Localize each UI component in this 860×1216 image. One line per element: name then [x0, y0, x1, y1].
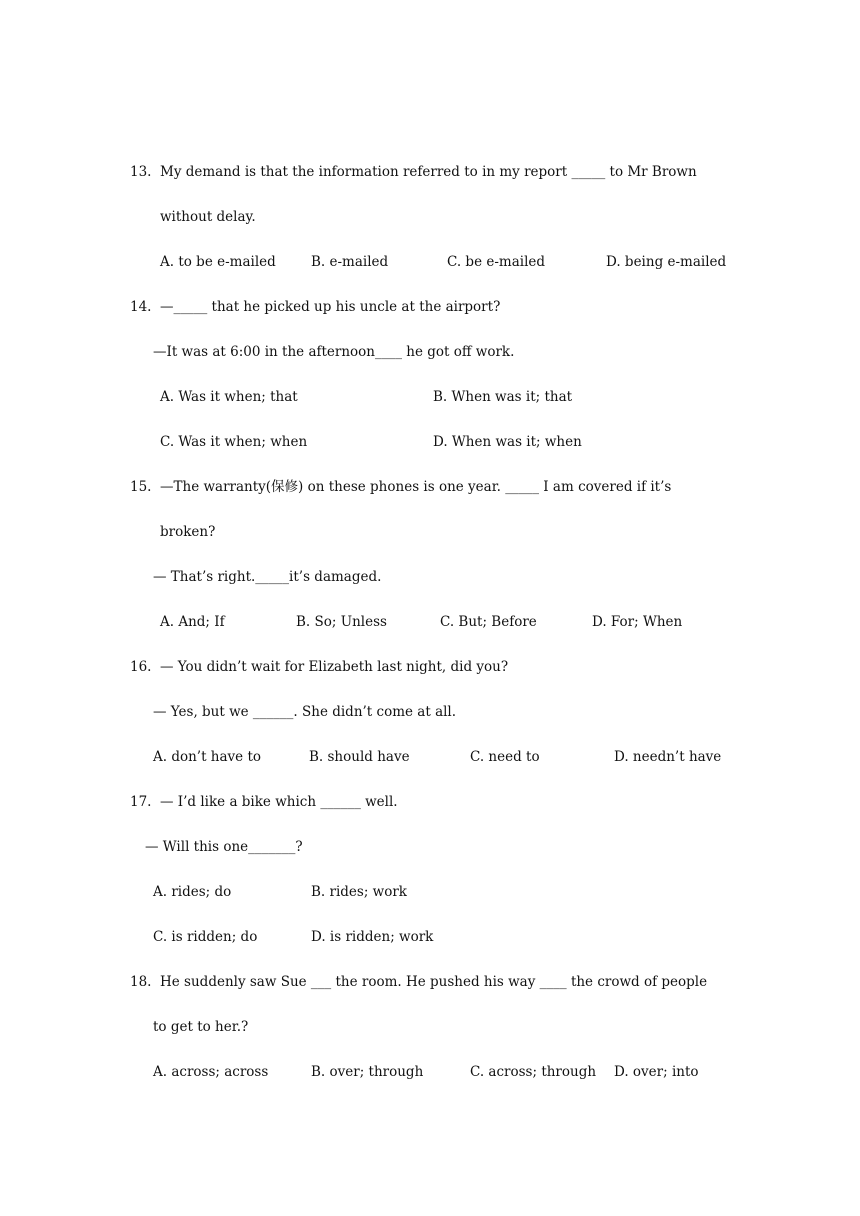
option-c: C. need to — [470, 749, 540, 765]
question-stem-line: — That’s right._____it’s damaged. — [153, 569, 382, 585]
option-d: D. needn’t have — [614, 749, 722, 765]
question-number: 15. — [130, 479, 152, 495]
question-number: 16. — [130, 659, 152, 675]
option-d: D. For; When — [592, 614, 683, 630]
question-number: 13. — [130, 164, 152, 180]
option-a: A. Was it when; that — [160, 389, 298, 405]
question-stem-line: My demand is that the information referred to in my report _____ to Mr Brown — [160, 164, 697, 180]
option-a: A. And; If — [160, 614, 225, 630]
option-d: D. is ridden; work — [311, 929, 434, 945]
option-c: C. across; through — [470, 1064, 597, 1080]
option-b: B. over; through — [311, 1064, 424, 1080]
option-a: A. don’t have to — [153, 749, 262, 765]
option-b: B. So; Unless — [296, 614, 387, 630]
question-stem-line: — I’d like a bike which ______ well. — [160, 794, 398, 810]
question-stem-line: — Will this one_______? — [145, 839, 303, 855]
question-number: 18. — [130, 974, 152, 990]
option-b: B. e-mailed — [311, 254, 389, 270]
question-stem-line: without delay. — [160, 209, 256, 225]
question-stem-line: —The warranty(保修) on these phones is one year. _____ I am covered if it’s — [160, 479, 672, 495]
option-a: A. to be e-mailed — [160, 254, 276, 270]
question-stem-line: He suddenly saw Sue ___ the room. He pushed his way ____ the crowd of people — [160, 974, 708, 990]
option-a: A. across; across — [153, 1064, 269, 1080]
question-stem-line: broken? — [160, 524, 216, 540]
question-number: 14. — [130, 299, 152, 315]
question-number: 17. — [130, 794, 152, 810]
option-d: D. being e-mailed — [606, 254, 727, 270]
question-stem-line: — Yes, but we ______. She didn’t come at all. — [153, 704, 457, 720]
question-stem-line: to get to her.? — [153, 1019, 249, 1035]
option-c: C. be e-mailed — [447, 254, 546, 270]
option-b: B. When was it; that — [433, 389, 573, 405]
question-stem-line: — You didn’t wait for Elizabeth last night, did you? — [160, 659, 509, 675]
question-stem-line: —_____ that he picked up his uncle at the airport? — [160, 299, 501, 315]
option-c: C. is ridden; do — [153, 929, 258, 945]
option-d: D. over; into — [614, 1064, 699, 1080]
option-b: B. rides; work — [311, 884, 407, 900]
option-a: A. rides; do — [153, 884, 232, 900]
option-d: D. When was it; when — [433, 434, 582, 450]
question-stem-line: —It was at 6:00 in the afternoon____ he got off work. — [153, 344, 515, 360]
option-c: C. But; Before — [440, 614, 537, 630]
option-b: B. should have — [309, 749, 410, 765]
option-c: C. Was it when; when — [160, 434, 308, 450]
